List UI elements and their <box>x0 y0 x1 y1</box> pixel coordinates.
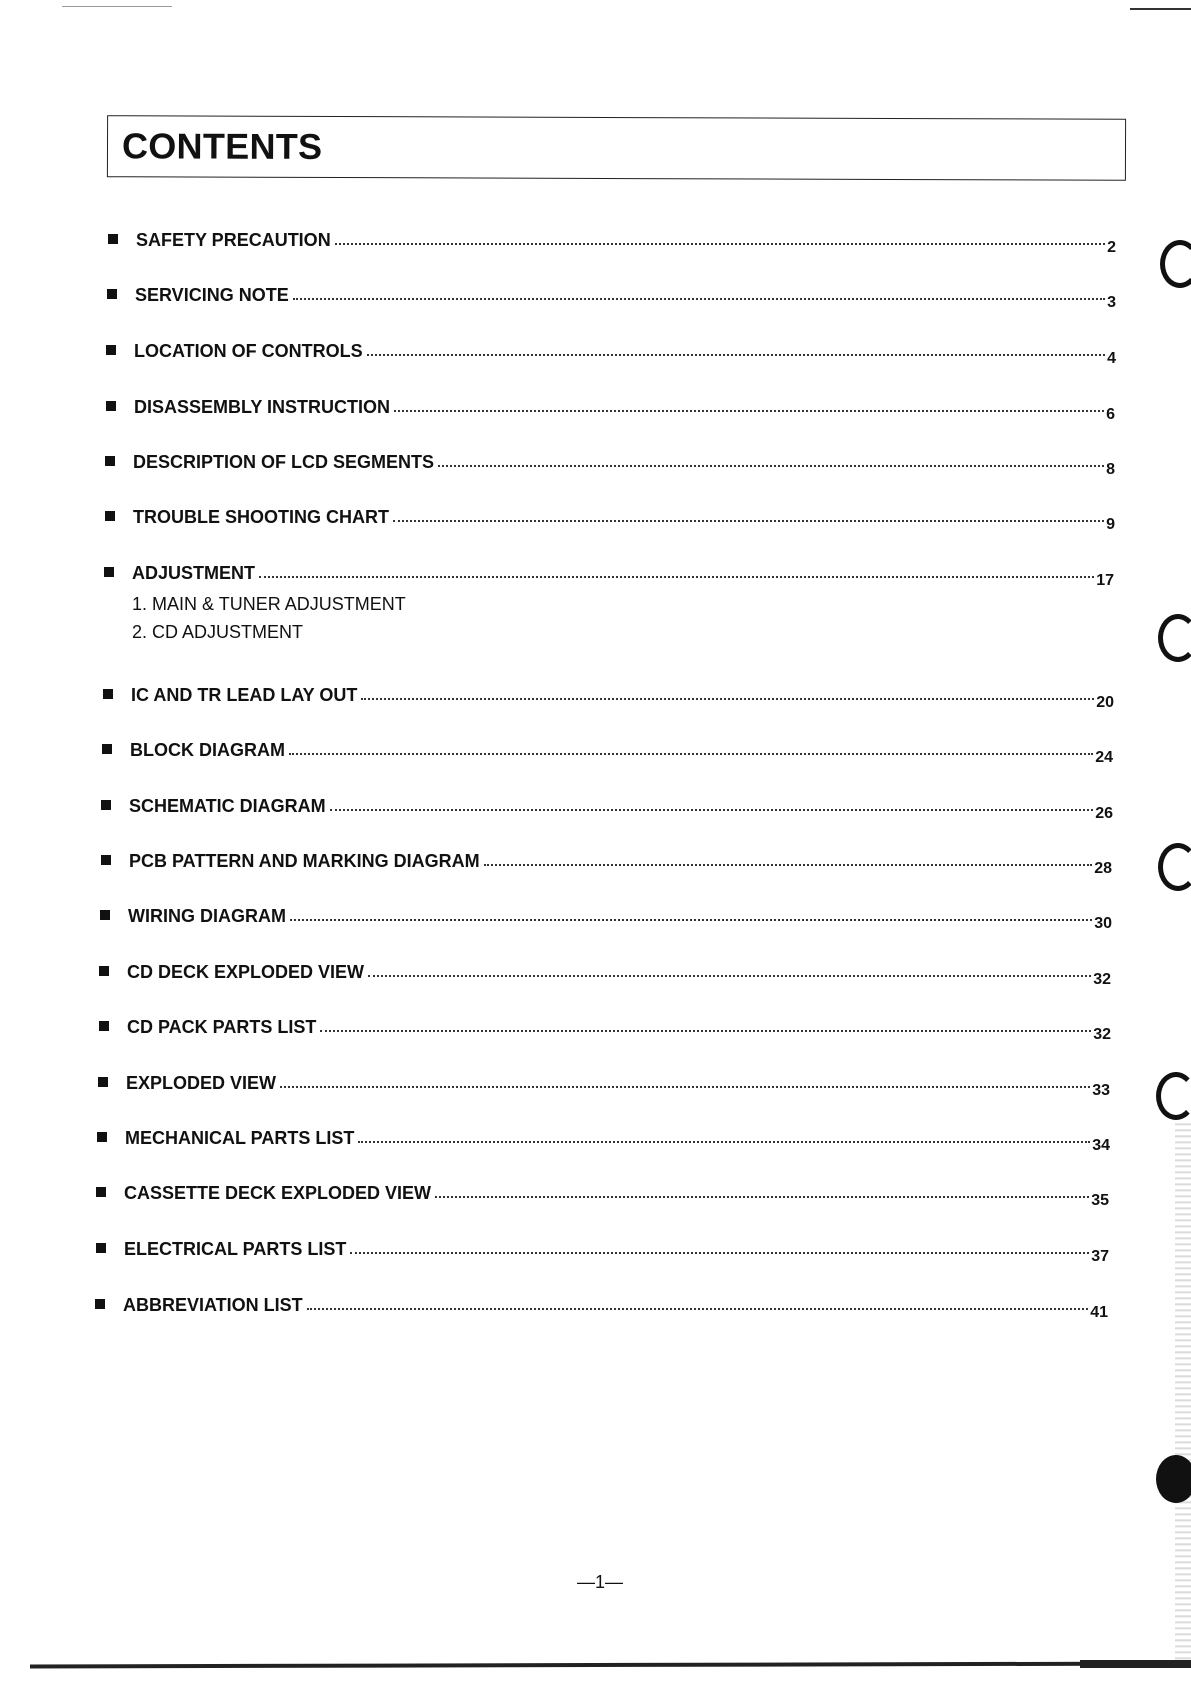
square-bullet-icon <box>103 689 113 699</box>
toc-entry-label: WIRING DIAGRAM <box>128 906 286 926</box>
toc-entry-label: DESCRIPTION OF LCD SEGMENTS <box>133 452 435 472</box>
binder-hole-icon <box>1158 614 1191 662</box>
toc-entry <box>99 957 1111 988</box>
square-bullet-icon <box>108 234 118 244</box>
page-number: —1— <box>576 1572 623 1592</box>
page-title: CONTENTS <box>121 125 323 167</box>
square-bullet-icon <box>96 1243 106 1253</box>
toc-entry-label: SAFETY PRECAUTION <box>136 230 331 250</box>
toc-entry-page: 6 <box>1106 406 1115 423</box>
toc-entry-page: 17 <box>1096 572 1114 589</box>
toc-entry-label: CD PACK PARTS LIST <box>127 1017 317 1037</box>
toc-entry-label: EXPLODED VIEW <box>126 1073 277 1093</box>
dot-leader <box>393 520 1104 522</box>
toc-entry-page: 34 <box>1092 1137 1110 1154</box>
dot-leader <box>293 298 1105 300</box>
toc-entry-page: 24 <box>1095 749 1113 766</box>
binder-hole-icon <box>1158 843 1191 891</box>
dot-leader <box>335 243 1105 245</box>
toc-entry-label: ABBREVIATION LIST <box>123 1295 303 1315</box>
square-bullet-icon <box>105 511 115 521</box>
toc-entry <box>107 280 1116 311</box>
toc-entry-page: 41 <box>1090 1304 1108 1321</box>
toc-entry-page: 37 <box>1091 1248 1109 1265</box>
toc-entry <box>95 1290 1108 1321</box>
square-bullet-icon <box>107 289 117 299</box>
toc-entry-page: 20 <box>1096 694 1114 711</box>
square-bullet-icon <box>98 1077 108 1087</box>
toc-entry-label: LOCATION OF CONTROLS <box>134 341 363 361</box>
square-bullet-icon <box>101 855 111 865</box>
toc-entry-page: 4 <box>1107 350 1116 367</box>
toc-entry-label: CD DECK EXPLODED VIEW <box>127 962 365 982</box>
toc-entry-label: IC AND TR LEAD LAY OUT <box>131 685 358 705</box>
toc-entry-page: 2 <box>1107 239 1116 256</box>
dot-leader <box>435 1196 1089 1198</box>
toc-entry-page: 32 <box>1093 1026 1111 1043</box>
toc-entry-label: DISASSEMBLY INSTRUCTION <box>134 397 391 417</box>
toc-entry-page: 3 <box>1107 294 1116 311</box>
square-bullet-icon <box>106 401 116 411</box>
toc-entry-page: 30 <box>1094 915 1112 932</box>
toc-entry-label: ADJUSTMENT <box>132 563 256 583</box>
toc-entry <box>102 735 1113 766</box>
toc-entry <box>105 447 1115 478</box>
toc-entry-page: 35 <box>1091 1192 1109 1209</box>
dot-leader <box>259 576 1094 578</box>
binder-hole-icon <box>1156 1072 1191 1120</box>
toc-entry-page: 28 <box>1094 860 1112 877</box>
toc-entry <box>101 791 1113 822</box>
toc-entry <box>103 680 1114 711</box>
toc-entry-label: SERVICING NOTE <box>135 285 289 305</box>
toc-entry <box>96 1234 1109 1265</box>
square-bullet-icon <box>95 1299 105 1309</box>
toc-entry <box>106 336 1116 367</box>
square-bullet-icon <box>100 910 110 920</box>
toc-entry-page: 8 <box>1106 461 1115 478</box>
square-bullet-icon <box>105 456 115 466</box>
toc-subentry: 1. MAIN & TUNER ADJUSTMENT <box>132 594 406 614</box>
dot-leader <box>280 1086 1090 1088</box>
square-bullet-icon <box>101 800 111 810</box>
toc-entry-label: SCHEMATIC DIAGRAM <box>129 796 326 816</box>
binder-hole-icon <box>1156 1455 1191 1503</box>
toc-entry <box>99 1012 1111 1043</box>
toc-entry <box>106 392 1115 423</box>
dot-leader <box>307 1308 1089 1310</box>
dot-leader <box>330 809 1094 811</box>
square-bullet-icon <box>97 1132 107 1142</box>
dot-leader <box>289 753 1093 755</box>
toc-entry <box>108 225 1116 256</box>
toc-entry-label: CASSETTE DECK EXPLODED VIEW <box>124 1183 432 1203</box>
square-bullet-icon <box>99 966 109 976</box>
dot-leader <box>290 919 1092 921</box>
square-bullet-icon <box>96 1187 106 1197</box>
dot-leader <box>484 864 1093 866</box>
square-bullet-icon <box>104 567 114 577</box>
dot-leader <box>368 975 1091 977</box>
toc-entry-label: ELECTRICAL PARTS LIST <box>124 1239 347 1259</box>
dot-leader <box>367 354 1105 356</box>
dot-leader <box>358 1141 1090 1143</box>
toc-entry-label: BLOCK DIAGRAM <box>130 740 285 760</box>
toc-entry-label: TROUBLE SHOOTING CHART <box>133 507 389 527</box>
toc-entry-label: PCB PATTERN AND MARKING DIAGRAM <box>129 851 480 871</box>
dot-leader <box>361 698 1094 700</box>
dot-leader <box>394 410 1104 412</box>
toc-entry <box>98 1068 1110 1099</box>
dot-leader <box>320 1030 1091 1032</box>
toc-entry <box>96 1178 1109 1209</box>
toc-entry-page: 26 <box>1095 805 1113 822</box>
square-bullet-icon <box>102 744 112 754</box>
toc-entry <box>97 1123 1110 1154</box>
toc-entry-page: 32 <box>1093 971 1111 988</box>
toc-entry-label: MECHANICAL PARTS LIST <box>125 1128 355 1148</box>
dot-leader <box>438 465 1104 467</box>
square-bullet-icon <box>99 1021 109 1031</box>
toc-subentry: 2. CD ADJUSTMENT <box>132 622 304 642</box>
toc-entry-page: 9 <box>1106 516 1115 533</box>
toc-entry <box>101 846 1112 877</box>
toc-entry <box>104 558 1114 589</box>
square-bullet-icon <box>106 345 116 355</box>
dot-leader <box>350 1252 1089 1254</box>
toc-entry <box>100 901 1112 932</box>
toc-entry-page: 33 <box>1092 1082 1110 1099</box>
toc-entry <box>105 502 1115 533</box>
